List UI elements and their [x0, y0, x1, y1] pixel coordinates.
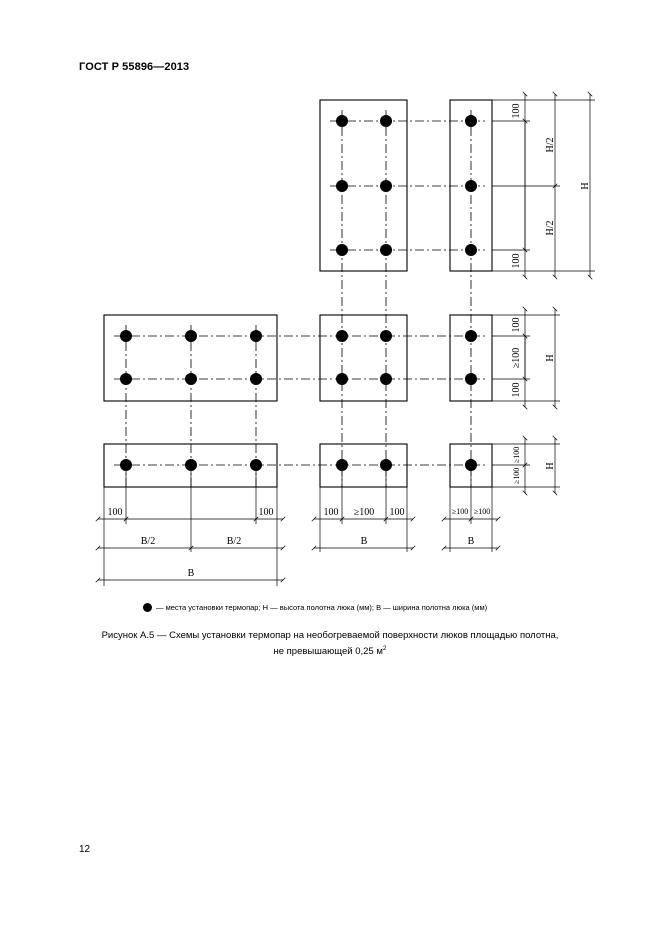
dim-label-100-mid-top: 100 [511, 317, 522, 333]
caption-line-1: Рисунок А.5 — Схемы установки термопар на необогреваемой поверхности люков площадью полотна, [101, 630, 559, 641]
dim-label-h-bottom: H [545, 462, 556, 470]
dim-label-100-wide-right: 100 [258, 507, 274, 518]
dim-label-ge100-bottom-b: ≥100 [512, 446, 521, 464]
dim-label-b-side: B [467, 536, 475, 547]
figure-legend [143, 603, 487, 612]
dim-label-h-top: H [580, 182, 591, 190]
thermocouple-point-icon [143, 603, 152, 612]
dim-label-ge100-side-left: ≥100 [451, 507, 469, 516]
dim-label-half-h-lower: H/2 [545, 220, 556, 236]
vertical-dimensions [492, 94, 595, 493]
panel-square-front [320, 315, 407, 401]
dim-label-half-h-upper: H/2 [545, 137, 556, 153]
thermocouple-points [120, 115, 477, 471]
document-header: ГОСТ Р 55896—2013 [79, 61, 190, 73]
caption-superscript: 2 [382, 645, 387, 652]
figure-caption [60, 629, 600, 658]
dim-label-b-wide: B [187, 568, 195, 579]
dim-label-100-mid-left: 100 [323, 507, 339, 518]
panel-wide-front [104, 315, 277, 401]
dim-label-100-mid-right: 100 [389, 507, 405, 518]
horizontal-dimension-labels [108, 507, 491, 579]
legend-text: — места установки термопар; Н — высота полотна люка (мм); В — ширина полотна люка (мм) [156, 603, 488, 612]
dim-label-half-b-left: B/2 [140, 536, 156, 547]
dim-label-half-b-right: B/2 [226, 536, 242, 547]
dim-label-h-mid: H [545, 354, 556, 362]
panel-tall-front [320, 100, 407, 271]
dim-label-ge100-side-right: ≥100 [473, 507, 491, 516]
page-number: 12 [79, 844, 91, 855]
dim-label-100-mid-bottom: 100 [511, 382, 522, 398]
caption-line-2-text: не превышающей 0,25 м [273, 646, 383, 658]
dim-label-100-wide-left: 100 [107, 507, 123, 518]
caption-line-2 [60, 642, 600, 658]
panel-strip-front [320, 444, 407, 487]
dim-label-ge100-bottom-a: ≥100 [512, 467, 521, 485]
alignment-lines [114, 110, 485, 487]
vertical-dimension-labels [511, 104, 591, 485]
dim-label-100-bottom: 100 [511, 253, 522, 269]
dim-label-ge100-mid-center: ≥100 [353, 507, 375, 518]
dim-label-b-mid: B [360, 536, 368, 547]
dim-label-100-top: 100 [511, 103, 522, 119]
dim-label-ge100-mid: ≥100 [511, 347, 522, 369]
